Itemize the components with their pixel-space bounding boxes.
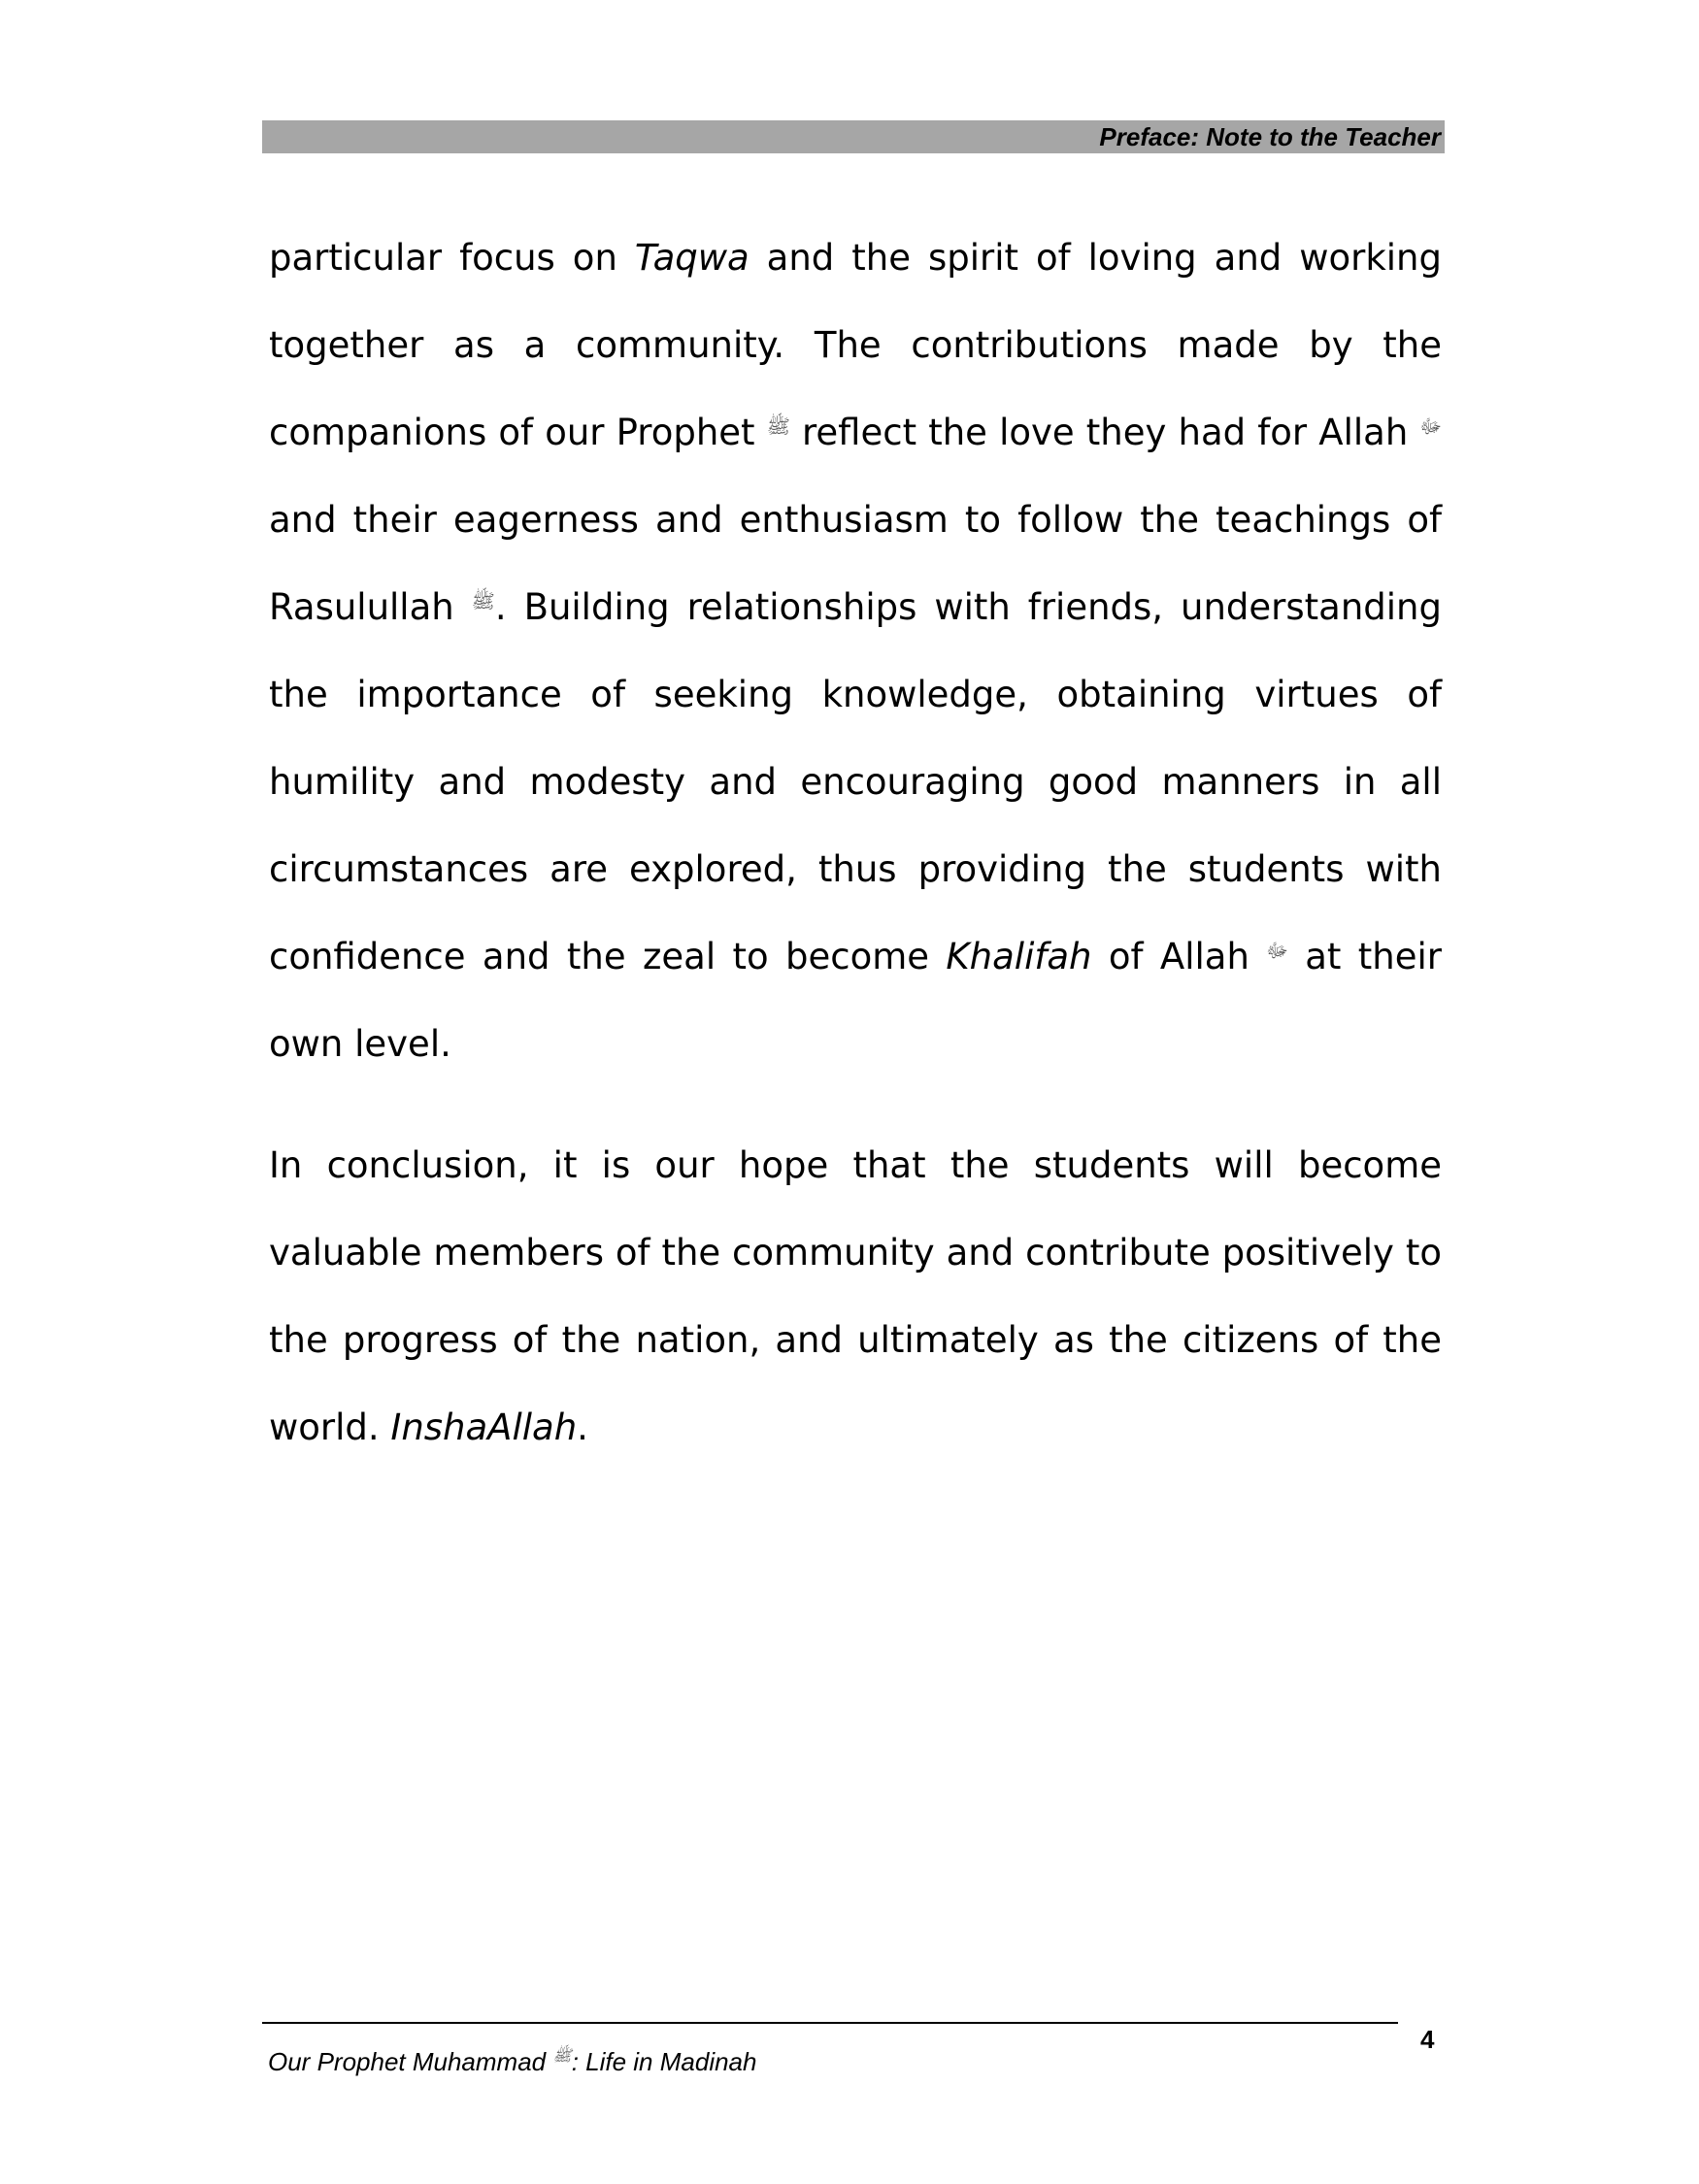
para1-text-4: and their eagerness and enthusiasm to follow the teachings of Rasulullah bbox=[269, 499, 1442, 628]
para1-text-6: of Allah bbox=[1091, 936, 1267, 977]
para2-text-2: . bbox=[577, 1406, 588, 1448]
footer-title-part-2: : Life in Madinah bbox=[571, 2047, 757, 2076]
running-header-title: Preface: Note to the Teacher bbox=[1099, 122, 1441, 151]
prophet-honorific-icon: ﷺ bbox=[766, 414, 790, 438]
term-taqwa: Taqwa bbox=[634, 237, 750, 279]
para1-text-5: . Building relationships with friends, understanding the importance of seeking knowledge, obtaining virtues of humility and modesty and encouraging good manners in all circumstances are explored, thus providing the students with confidence and the zeal to become bbox=[269, 586, 1442, 977]
allah-honorific-icon: ﷻ bbox=[1419, 414, 1442, 438]
para2-text-1: In conclusion, it is our hope that the students will become valuable members of the community and contribute positively to the progress of the nation, and ultimately as the citizens of the world. bbox=[269, 1144, 1442, 1448]
prophet-honorific-icon: ﷺ bbox=[471, 589, 495, 612]
paragraph-2 bbox=[269, 1122, 1442, 1472]
para1-text-7: at their own level. bbox=[269, 936, 1442, 1065]
para1-text-3: reflect the love they had for Allah bbox=[789, 412, 1420, 453]
para1-text-2: and the spirit of loving and working together as a community. The contributions made by the companions of our Prophet bbox=[269, 237, 1442, 453]
para1-text-1: particular focus on bbox=[269, 237, 635, 279]
prophet-honorific-icon: ﷺ bbox=[552, 2048, 572, 2065]
footer-book-title bbox=[268, 2046, 756, 2077]
running-header-bar bbox=[262, 120, 1445, 153]
term-inshaallah: InshaAllah bbox=[390, 1406, 578, 1448]
page-number: 4 bbox=[1420, 2025, 1435, 2054]
term-khalifah: Khalifah bbox=[946, 936, 1092, 977]
allah-honorific-icon: ﷻ bbox=[1266, 939, 1288, 962]
footer-divider bbox=[262, 2022, 1398, 2024]
paragraph-1 bbox=[269, 215, 1442, 1088]
footer-title-part-1: Our Prophet Muhammad bbox=[268, 2047, 553, 2076]
